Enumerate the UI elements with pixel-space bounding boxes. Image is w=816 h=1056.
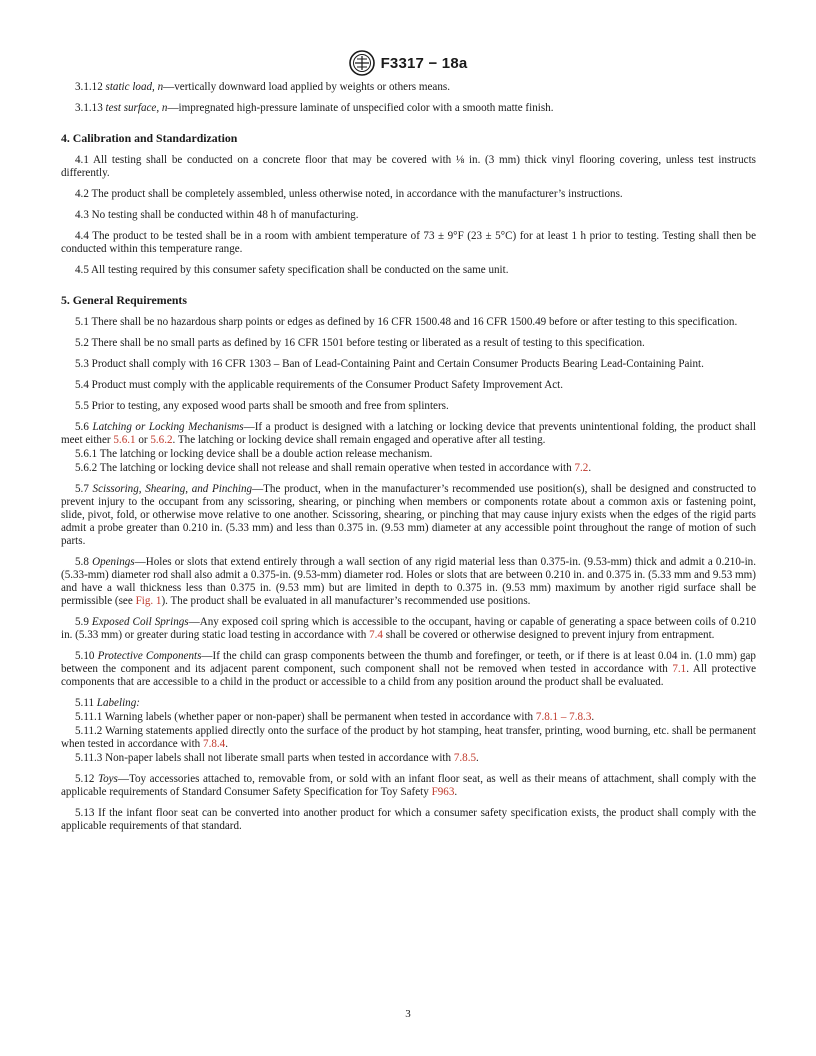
clause-number: 5.12: [75, 773, 95, 785]
clause-number: 5.7: [75, 483, 89, 495]
clause-text: shall be covered or otherwise designed to prevent injury from entrapment.: [382, 629, 715, 641]
clause-text: There shall be no hazardous sharp points or edges as defined by 16 CFR 1500.48 and 16 CFR 1500.49 before or after testing to this specification.: [91, 316, 738, 328]
page-number: 3: [405, 1008, 411, 1020]
clause-text: ). The product shall be evaluated in all manufacturer’s recommended use positions.: [161, 595, 531, 607]
cross-reference-link[interactable]: 5.6.2: [150, 434, 173, 446]
clause-5-3: [61, 358, 756, 371]
astm-logo-icon: [349, 50, 375, 76]
clause-4-5: [61, 264, 756, 277]
clause-5-7: [61, 483, 756, 548]
clause-5-11-1: [61, 711, 756, 724]
definition-3-1-13: [61, 102, 756, 115]
clause-4-2: [61, 188, 756, 201]
clause-text: —The product, when in the manufacturer’s recommended use position(s), shall be designed and constructed to prevent injury to the occupant from any scissoring, shearing, or pinching when members or components rotate about a common axis or fastening point, slide, pivot, fold, or otherwise move relative to one another. Scissoring, shearing, or pinching that may cause injury exists when the edges of the rigid parts admit a probe greater than 0.210 in. (5.33 mm) and less than 0.375 in. (9.53 mm) diameter at any accessible point throughout the range of motion of such parts.: [61, 483, 756, 547]
clause-text: No testing shall be conducted within 48 h of manufacturing.: [91, 209, 359, 221]
clause-5-1: [61, 316, 756, 329]
clause-text: —Holes or slots that extend entirely through a wall section of any rigid material less than 0.375-in. (9.53-mm) thick and admit a 0.210-in. (5.33-mm) diameter rod shall also admit a 0.375-in. (9.53-mm) diameter rod. Holes or slots that are between 0.210 in. and 0.375 in. (5.33 mm and 9.53 mm) and have a wall thickness less than 0.375 in. (9.53 mm) but are limited in depth to 0.375 in. (9.53 mm) maximum by another rigid surface shall be permissible (see: [61, 556, 756, 607]
cross-reference-link[interactable]: 5.6.1: [113, 434, 136, 446]
clause-text: Product must comply with the applicable requirements of the Consumer Product Safety Improvement Act.: [91, 379, 564, 391]
clause-number: 5.11: [75, 697, 95, 709]
clause-number: 4.3: [75, 209, 89, 221]
clause-text: .: [454, 786, 458, 798]
clause-text: The product to be tested shall be in a room with ambient temperature of 73 ± 9°F (23 ± 5°C) for at least 1 h prior to testing. Testing shall then be conducted within this temperature range.: [61, 230, 756, 255]
clause-number: 5.6.2: [75, 462, 98, 474]
clause-term: Toys: [97, 773, 118, 785]
clause-5-2: [61, 337, 756, 350]
clause-text: . All protective components that are accessible to a child in the product or accessible to a child from any position around the product shall be evaluated.: [61, 663, 756, 688]
clause-number: 5.13: [75, 807, 95, 819]
clause-term: Exposed Coil Springs: [91, 616, 189, 628]
clause-text: All testing required by this consumer safety specification shall be conducted on the same unit.: [91, 264, 509, 276]
clause-number: 5.3: [75, 358, 89, 370]
cross-reference-link[interactable]: 7.4: [369, 629, 383, 641]
clause-4-4: [61, 230, 756, 256]
clause-text: —If the child can grasp components between the thumb and forefinger, or teeth, or if there is at least 0.04 in. (1.0 mm) gap between the component and its adjacent parent component, such component shall not be removed when tested in accordance with: [61, 650, 756, 675]
clause-number: 4.2: [75, 188, 89, 200]
standard-reference-link[interactable]: F963: [431, 786, 455, 798]
clause-5-13: [61, 807, 756, 833]
definition-term: static load, n: [105, 81, 164, 93]
clause-text: .: [591, 711, 595, 723]
definition-term: test surface, n: [105, 102, 168, 114]
clause-text: .: [476, 752, 479, 764]
cross-reference-link[interactable]: 7.2: [574, 462, 589, 474]
standard-designation: F3317 − 18a: [380, 54, 468, 72]
cross-reference-link[interactable]: 7.8.4: [203, 738, 226, 750]
clause-number: 5.11.3: [75, 752, 103, 764]
page-header: [0, 50, 816, 76]
clause-number: 5.6: [75, 421, 89, 433]
clause-term: Protective Components: [97, 650, 202, 662]
definition-text: —vertically downward load applied by weights or others means.: [163, 81, 450, 93]
clause-number: 4.1: [75, 154, 89, 166]
clause-number: 5.1: [75, 316, 89, 328]
clause-5-5: [61, 400, 756, 413]
clause-text: Non-paper labels shall not liberate small parts when tested in accordance with: [105, 752, 454, 764]
cross-reference-link[interactable]: 7.8.5: [453, 752, 477, 764]
clause-number: 5.11.1: [75, 711, 103, 723]
clause-text: . The latching or locking device shall remain engaged and operative after all testing.: [172, 434, 546, 446]
clause-number: 4.5: [75, 264, 89, 276]
clause-number: 5.6.1: [75, 448, 98, 460]
clause-text: —If a product is designed with a latching or locking device that prevents unintentional folding, the product shall meet either: [61, 421, 756, 446]
clause-5-11-2: [61, 725, 756, 751]
figure-reference-link[interactable]: Fig. 1: [135, 595, 162, 607]
clause-number: 5.8: [75, 556, 89, 568]
clause-text: If the infant floor seat can be converted into another product for which a consumer safety specification exists, the product shall comply with the applicable requirements of that standard.: [61, 807, 756, 832]
clause-term: Latching or Locking Mechanisms: [92, 421, 244, 433]
clause-text: The product shall be completely assembled, unless otherwise noted, in accordance with the manufacturer’s instructions.: [91, 188, 623, 200]
cross-reference-link[interactable]: 7.8.1 – 7.8.3: [535, 711, 592, 723]
clause-text: Product shall comply with 16 CFR 1303 – Ban of Lead-Containing Paint and Certain Consumer Products Bearing Lead-Containing Paint.: [91, 358, 704, 370]
clause-5-6: [61, 421, 756, 447]
clause-4-1: [61, 154, 756, 180]
definition-text: —impregnated high-pressure laminate of unspecified color with a smooth matte finish.: [167, 102, 554, 114]
clause-text: There shall be no small parts as defined by 16 CFR 1501 before testing or liberated as a result of testing to this specification.: [91, 337, 645, 349]
clause-number: 5.2: [75, 337, 89, 349]
clause-number: 3.1.13: [75, 102, 103, 114]
clause-term: Labeling:: [96, 697, 140, 709]
clause-5-10: [61, 650, 756, 689]
clause-text: —Any exposed coil spring which is accessible to the occupant, having or capable of generating a space between coils of 0.210 in. (5.33 mm) or greater during static load testing in accordance with: [61, 616, 756, 641]
definition-3-1-12: [61, 81, 756, 94]
cross-reference-link[interactable]: 7.1: [672, 663, 687, 675]
clause-5-6-2: [61, 462, 756, 475]
clause-number: 5.11.2: [75, 725, 103, 737]
clause-text: Warning statements applied directly onto the surface of the product by hot stamping, heat transfer, printing, wood burning, etc. shall be permanent when tested in accordance with: [61, 725, 756, 750]
clause-5-6-1: [61, 448, 756, 461]
clause-number: 5.9: [75, 616, 89, 628]
clause-number: 5.10: [75, 650, 95, 662]
clause-text: Prior to testing, any exposed wood parts shall be smooth and free from splinters.: [91, 400, 449, 412]
clause-number: 3.1.12: [75, 81, 103, 93]
clause-text: —Toy accessories attached to, removable from, or sold with an infant floor seat, as well as their means of attachment, shall comply with the applicable requirements of Standard Consumer Safety Specification for Toy Safety: [61, 773, 756, 798]
clause-text: Warning labels (whether paper or non-paper) shall be permanent when tested in accordance with: [104, 711, 536, 723]
clause-number: 5.5: [75, 400, 89, 412]
clause-5-11: [61, 697, 756, 710]
clause-text: or: [135, 434, 151, 446]
clause-text: .: [588, 462, 592, 474]
clause-number: 5.4: [75, 379, 89, 391]
clause-text: The latching or locking device shall not release and shall remain operative when tested in accordance with: [99, 462, 575, 474]
clause-4-3: [61, 209, 756, 222]
clause-text: .: [225, 738, 228, 750]
clause-5-9: [61, 616, 756, 642]
clause-5-4: [61, 379, 756, 392]
clause-number: 4.4: [75, 230, 89, 242]
page-body: [61, 81, 756, 841]
clause-text: All testing shall be conducted on a concrete floor that may be covered with ⅛ in. (3 mm) thick vinyl flooring covering, unless test instructs differently.: [61, 154, 756, 179]
section-5-heading: 5. General Requirements: [61, 293, 187, 307]
section-4-heading: 4. Calibration and Standardization: [61, 131, 238, 145]
clause-term: Openings: [92, 556, 135, 568]
clause-5-8: [61, 556, 756, 608]
clause-term: Scissoring, Shearing, and Pinching: [92, 483, 253, 495]
clause-5-12: [61, 773, 756, 799]
clause-5-11-3: [61, 752, 756, 765]
clause-text: The latching or locking device shall be a double action release mechanism.: [99, 448, 433, 460]
